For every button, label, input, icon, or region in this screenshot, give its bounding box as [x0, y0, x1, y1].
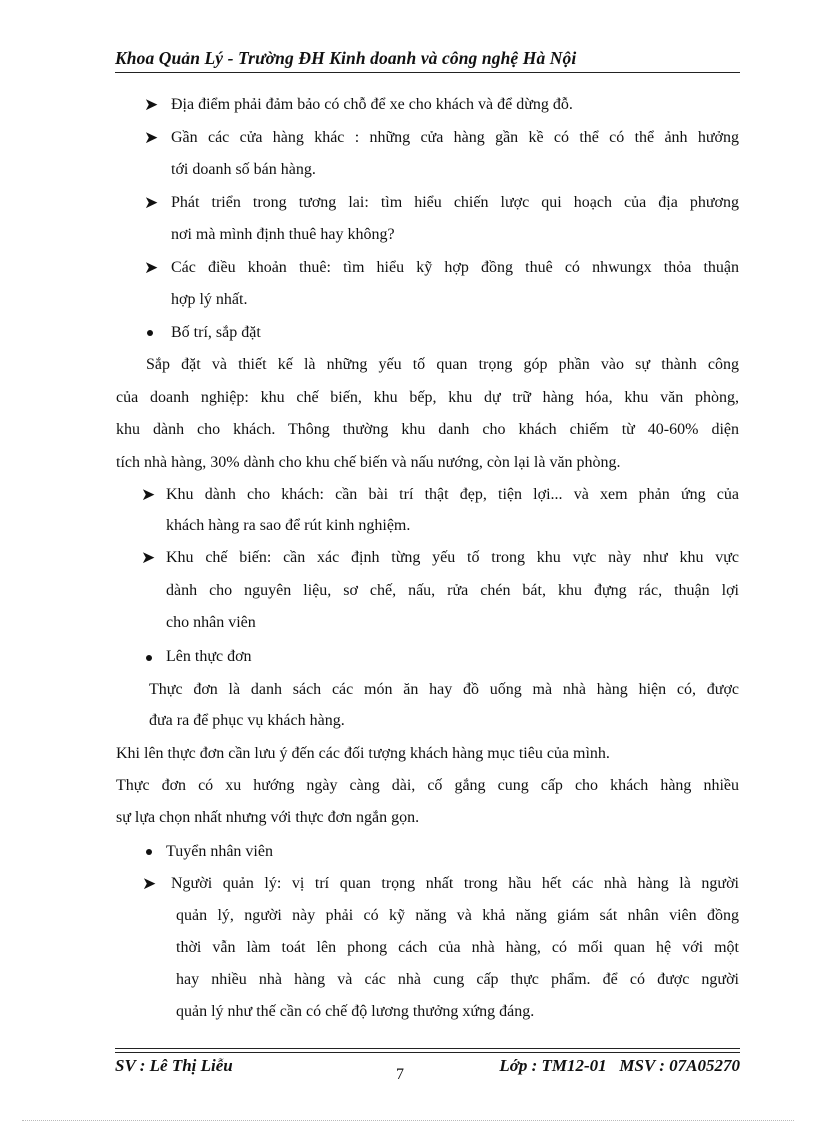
- arrow-bullet-icon: ➤: [144, 258, 159, 277]
- page-header: Khoa Quản Lý - Trường ĐH Kinh doanh và công nghệ Hà Nội: [115, 48, 577, 68]
- header-rule: [115, 72, 740, 73]
- text-line: Người quản lý: vị trí quan trọng nhất trong hầu hết các nhà hàng là người: [171, 875, 739, 892]
- round-bullet-icon: [146, 849, 152, 855]
- text-line: tới doanh số bán hàng.: [171, 161, 316, 178]
- text-line: khu dành cho khách. Thông thường khu danh cho khách chiếm từ 40-60% diện: [116, 421, 739, 438]
- arrow-bullet-icon: ➤: [144, 95, 159, 114]
- page-number: 7: [396, 1066, 404, 1083]
- section-heading: Lên thực đơn: [166, 648, 252, 665]
- text-line: Khu dành cho khách: cần bài trí thật đẹp, tiện lợi... và xem phản ứng của: [166, 486, 739, 503]
- arrow-bullet-icon: ➤: [141, 485, 156, 504]
- text-line: Gần các cửa hàng khác : những cửa hàng gần kề có thể có thể ảnh hưởng: [171, 129, 739, 146]
- text-line: nơi mà mình định thuê hay không?: [171, 226, 395, 243]
- footer-rule: [115, 1052, 740, 1053]
- text-line: của doanh nghiệp: khu chế biến, khu bếp, khu dự trữ hàng hóa, khu văn phòng,: [116, 389, 739, 406]
- text-line: Khi lên thực đơn cần lưu ý đến các đối tượng khách hàng mục tiêu của mình.: [116, 745, 610, 762]
- text-line: Địa điểm phải đảm bảo có chỗ để xe cho khách và để dừng đỗ.: [171, 96, 573, 113]
- text-line: khách hàng ra sao để rút kinh nghiệm.: [166, 517, 411, 534]
- text-line: tích nhà hàng, 30% dành cho khu chế biến và nấu nướng, còn lại là văn phòng.: [116, 454, 621, 471]
- text-line: dành cho nguyên liệu, sơ chế, nấu, rửa chén bát, khu đựng rác, thuận lợi: [166, 582, 739, 599]
- text-line: Khu chế biến: cần xác định từng yếu tố trong khu vực này như khu vực: [166, 549, 739, 566]
- text-line: hợp lý nhất.: [171, 291, 248, 308]
- round-bullet-icon: [147, 330, 153, 336]
- round-bullet-icon: [146, 655, 152, 661]
- text-line: đưa ra để phục vụ khách hàng.: [149, 712, 345, 729]
- arrow-bullet-icon: ➤: [144, 193, 159, 212]
- text-line: quản lý, người này phải có kỹ năng và khả năng giám sát nhân viên đồng: [176, 907, 739, 924]
- text-line: hay nhiều nhà hàng và các nhà cung cấp thực phẩm. để có được người: [176, 971, 739, 988]
- text-line: thời vẫn làm toát lên phong cách của nhà hàng, có mối quan hệ với một: [176, 939, 739, 956]
- text-line: Các điều khoản thuê: tìm hiểu kỹ hợp đồng thuê có nhwungx thỏa thuận: [171, 259, 739, 276]
- text-line: sự lựa chọn nhất nhưng với thực đơn ngắn gọn.: [116, 809, 420, 826]
- page-bottom-border: [22, 1120, 794, 1121]
- text-line: cho nhân viên: [166, 614, 256, 631]
- section-heading: Bố trí, sắp đặt: [171, 324, 261, 341]
- text-line: quản lý như thế cần có chế độ lương thưởng xứng đáng.: [176, 1003, 535, 1020]
- footer-class-info: Lớp : TM12-01 MSV : 07A05270: [499, 1056, 740, 1075]
- text-line: Thực đơn có xu hướng ngày càng dài, cố gắng cung cấp cho khách hàng nhiều: [116, 777, 739, 794]
- footer-rule: [115, 1048, 740, 1049]
- text-line: Thực đơn là danh sách các món ăn hay đồ uống mà nhà hàng hiện có, được: [149, 681, 739, 698]
- section-heading: Tuyển nhân viên: [166, 843, 273, 860]
- footer-student: SV : Lê Thị Liễu: [115, 1056, 233, 1075]
- arrow-bullet-icon: ➤: [144, 128, 159, 147]
- text-line: Phát triển trong tương lai: tìm hiểu chiến lược qui hoạch của địa phương: [171, 194, 739, 211]
- arrow-bullet-icon: ➤: [142, 874, 157, 893]
- arrow-bullet-icon: ➤: [141, 548, 156, 567]
- text-line: Sắp đặt và thiết kế là những yếu tố quan trọng góp phần vào sự thành công: [146, 356, 739, 373]
